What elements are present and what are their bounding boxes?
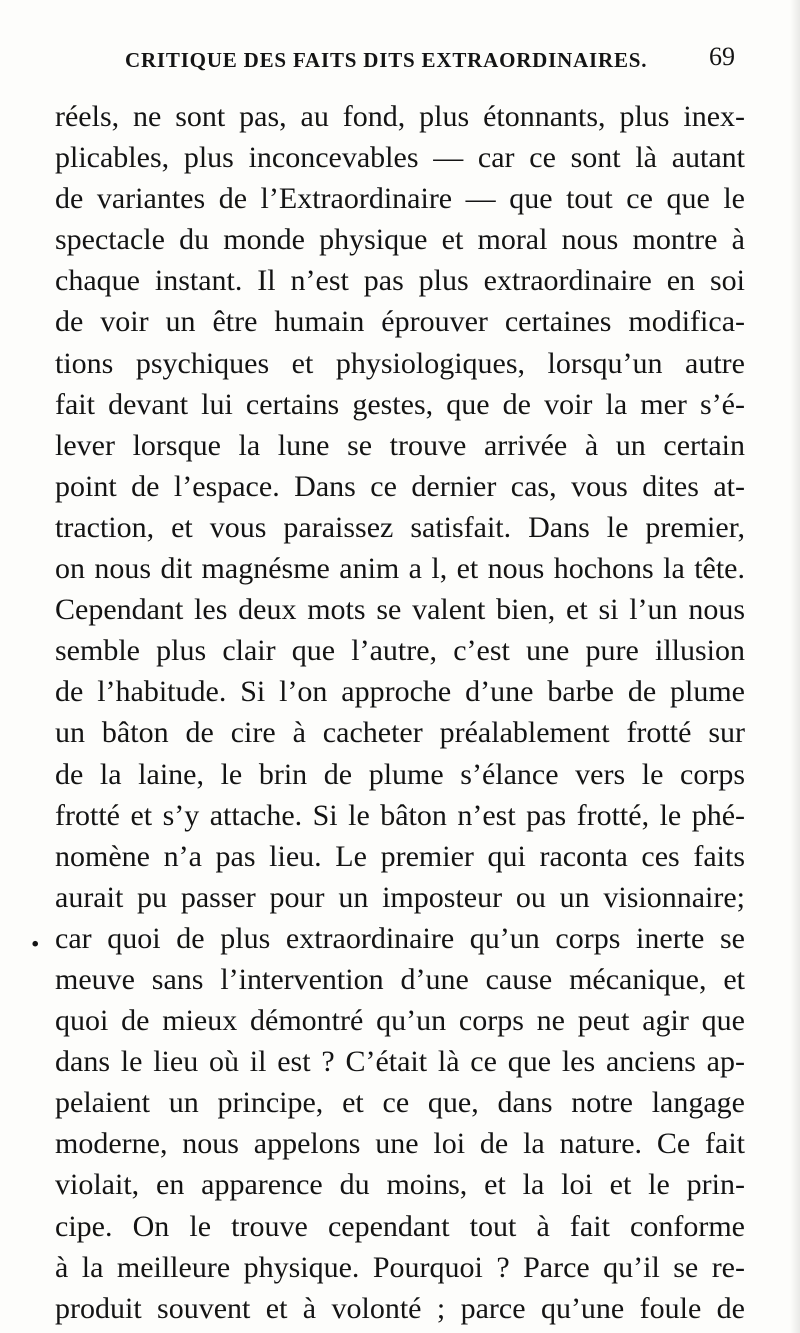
- text-line: de l’habitude. Si l’on approche d’une barbe de plume: [55, 675, 745, 709]
- text-line: lever lorsque la lune se trouve arrivée à un certain: [55, 428, 745, 462]
- text-line: un bâton de cire à cacheter préalablement frotté sur: [55, 716, 745, 750]
- text-line: réels, ne sont pas, au fond, plus étonnants, plus inex-: [55, 100, 745, 133]
- text-line: nomène n’a pas lieu. Le premier qui raconta ces faits: [55, 839, 745, 873]
- page-edge-shadow: [790, 0, 800, 1333]
- page-header: [95, 42, 745, 82]
- text-line: dans le lieu où il est ? C’était là ce que les anciens ap-: [55, 1045, 745, 1079]
- text-line: point de l’espace. Dans ce dernier cas, vous dites at-: [55, 469, 745, 503]
- text-line: moderne, nous appelons une loi de la nature. Ce fait: [55, 1127, 745, 1161]
- text-line: à la meilleure physique. Pourquoi ? Parce qu’il se re-: [55, 1250, 745, 1284]
- text-line: plicables, plus inconcevables — car ce sont là autant: [55, 141, 745, 175]
- body-text: [55, 96, 745, 1329]
- text-line: aurait pu passer pour un imposteur ou un visionnaire;: [55, 880, 745, 914]
- text-line: traction, et vous paraissez satisfait. Dans le premier,: [55, 510, 745, 544]
- text-line: cipe. On le trouve cependant tout à fait conforme: [55, 1209, 745, 1243]
- text-line: car quoi de plus extraordinaire qu’un corps inerte se: [55, 921, 745, 955]
- text-line: de variantes de l’Extraordinaire — que tout ce que le: [55, 182, 745, 216]
- text-line: chaque instant. Il n’est pas plus extraordinaire en soi: [55, 264, 745, 298]
- running-title: CRITIQUE DES FAITS DITS EXTRAORDINAIRES.: [125, 48, 648, 72]
- text-line: violait, en apparence du moins, et la loi et le prin-: [55, 1168, 745, 1202]
- text-line: semble plus clair que l’autre, c’est une pure illusion: [55, 634, 745, 668]
- text-line: de la laine, le brin de plume s’élance vers le corps: [55, 757, 745, 791]
- text-line: fait devant lui certains gestes, que de voir la mer s’é-: [55, 387, 745, 421]
- text-line: de voir un être humain éprouver certaines modifica-: [55, 305, 745, 339]
- text-line: Cependant les deux mots se valent bien, et si l’un nous: [55, 593, 745, 627]
- text-line: frotté et s’y attache. Si le bâton n’est pas frotté, le phé-: [55, 798, 745, 832]
- text-line: quoi de mieux démontré qu’un corps ne peut agir que: [55, 1004, 745, 1038]
- text-line: on nous dit magnésme anim a l, et nous hochons la tête.: [55, 552, 745, 586]
- text-line: tions psychiques et physiologiques, lorsqu’un autre: [55, 346, 745, 380]
- text-line: meuve sans l’intervention d’une cause mécanique, et: [55, 962, 745, 996]
- margin-mark: .: [30, 919, 41, 954]
- text-line: spectacle du monde physique et moral nous montre à: [55, 223, 745, 257]
- text-line: produit souvent et à volonté ; parce qu’une foule de: [55, 1291, 745, 1325]
- text-line: pelaient un principe, et ce que, dans notre langage: [55, 1086, 745, 1120]
- page-number: 69: [709, 42, 735, 71]
